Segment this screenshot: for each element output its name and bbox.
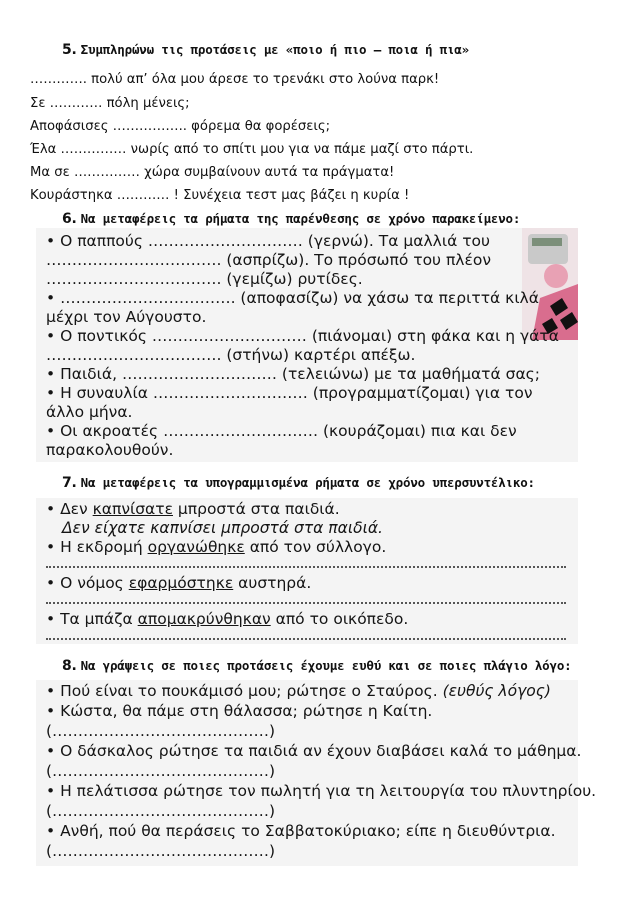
section-7-exercise-panel	[36, 498, 578, 644]
section-7-title: Να μεταφέρεις τα υπογραμμισμένα ρήματα σε χρόνο υπερσυντέλικο:	[80, 475, 535, 490]
section-7-item-3	[46, 574, 311, 592]
section-7-item-4-text-after: από το οικόπεδο.	[270, 610, 409, 628]
section-6-line-12: παρακολουθούν.	[46, 441, 174, 459]
section-6-heading	[62, 211, 520, 227]
section-7-number: 7.	[62, 475, 77, 491]
section-7-item-2-underlined-verb: οργανώθηκε	[147, 538, 245, 556]
section-7-item-2-text-after: από τον σύλλογο.	[244, 538, 387, 556]
section-8-heading	[62, 658, 572, 674]
section-7-item-1-text-after: μπροστά στα παιδιά.	[172, 500, 340, 518]
section-8-line-5: (……………………………………)	[46, 762, 276, 780]
section-6-line-8: • Παιδιά, ………………………… (τελειώνω) με τα μαθήματά σας;	[46, 365, 541, 383]
section-8-line-7: (……………………………………)	[46, 802, 276, 820]
section-7-item-3-text-before: • Ο νόμος	[46, 574, 129, 592]
section-5-title: Συμπληρώνω τις προτάσεις με «ποιο ή πιο – ποια ή πια»	[80, 42, 469, 57]
section-5-line-6: Κουράστηκα ………… ! Συνέχεια τεστ μας βάζει η κυρία !	[30, 188, 410, 203]
section-8-line-8: • Ανθή, πού θα περάσεις το Σαββατοκύριακο; είπε η διευθύντρια.	[46, 822, 556, 840]
section-8-title: Να γράψεις σε ποιες προτάσεις έχουμε ευθύ και σε ποιες πλάγιο λόγο:	[80, 658, 572, 673]
section-8-example-label: (ευθύς λόγος)	[442, 682, 551, 700]
section-8-line-3: (……………………………………)	[46, 722, 276, 740]
section-8-line-9: (……………………………………)	[46, 842, 276, 860]
section-6-title: Να μεταφέρεις τα ρήματα της παρένθεσης σε χρόνο παρακείμενο:	[80, 211, 521, 226]
section-8-line-6: • Η πελάτισσα ρώτησε τον πωλητή για τη λειτουργία του πλυντηρίου.	[46, 782, 597, 800]
section-8-line-1	[46, 682, 551, 700]
section-7-item-3-text-after: αυστηρά.	[233, 574, 312, 592]
section-6-line-1: • Ο παππούς ………………………… (γερνώ). Τα μαλλιά του	[46, 232, 490, 250]
section-7-item-1	[46, 500, 340, 518]
section-8-exercise-panel	[36, 680, 597, 866]
section-7-item-3-underlined-verb: εφαρμόστηκε	[128, 574, 234, 592]
section-5-line-3: Αποφάσισες …………….. φόρεμα θα φορέσεις;	[30, 119, 331, 134]
section-8-line-4: • Ο δάσκαλος ρώτησε τα παιδιά αν έχουν διαβάσει καλά το μάθημα.	[46, 742, 582, 760]
section-6-number: 6.	[62, 211, 77, 227]
section-5-number: 5.	[62, 42, 77, 58]
section-7-item-1-text-before: • Δεν	[46, 500, 93, 518]
answer-dotted-line	[46, 638, 566, 640]
section-6-line-3: ……………………………. (γεμίζω) ρυτίδες.	[46, 270, 363, 288]
section-6-line-11: • Οι ακροατές ………………………… (κουράζομαι) πια και δεν	[46, 422, 517, 440]
section-6-line-9: • Η συναυλία ………………………… (προγραμματίζομαι) για τον	[46, 384, 533, 402]
section-8-line-1-text: • Πού είναι το πουκάμισό μου; ρώτησε ο Σταύρος.	[46, 682, 443, 700]
section-6-line-6: • Ο ποντικός ………………………… (πιάνομαι) στη φάκα και η γάτα	[46, 327, 559, 345]
answer-dotted-line	[46, 602, 566, 604]
section-6-line-7: ……………………………. (στήνω) καρτέρι απέξω.	[46, 346, 416, 364]
section-5-line-2: Σε ………… πόλη μένεις;	[30, 96, 190, 111]
section-7-item-2	[46, 538, 386, 556]
decorative-photo-image	[522, 228, 578, 340]
section-5-heading	[62, 42, 469, 58]
section-7-item-2-text-before: • Η εκδρομή	[46, 538, 148, 556]
section-8-line-2: • Κώστα, θα πάμε στη θάλασσα; ρώτησε η Καίτη.	[46, 702, 433, 720]
section-6-line-5: μέχρι τον Αύγουστο.	[46, 308, 207, 326]
section-5-line-4: Έλα …………… νωρίς από το σπίτι μου για να πάμε μαζί στο πάρτι.	[30, 142, 474, 157]
section-7-heading	[62, 475, 535, 491]
section-5-line-1: …………. πολύ απ’ όλα μου άρεσε το τρενάκι στο λούνα παρκ!	[30, 72, 440, 87]
section-7-item-4-text-before: • Τα μπάζα	[46, 610, 138, 628]
section-6-exercise-panel	[36, 228, 578, 462]
section-8-number: 8.	[62, 658, 77, 674]
section-7-example-answer: Δεν είχατε καπνίσει μπροστά στα παιδιά.	[62, 519, 383, 537]
section-6-line-4: • ……………………………. (αποφασίζω) να χάσω τα περιττά κιλά	[46, 289, 539, 307]
answer-dotted-line	[46, 566, 566, 568]
section-7-item-4-underlined-verb: απομακρύνθηκαν	[137, 610, 271, 628]
section-5-line-5: Μα σε …………… χώρα συμβαίνουν αυτά τα πράγματα!	[30, 165, 395, 180]
section-7-item-1-underlined-verb: καπνίσατε	[92, 500, 173, 518]
section-6-line-10: άλλο μήνα.	[46, 403, 133, 421]
section-7-item-4	[46, 610, 408, 628]
section-6-line-2: ……………………………. (ασπρίζω). Το πρόσωπό του πλέον	[46, 251, 491, 269]
